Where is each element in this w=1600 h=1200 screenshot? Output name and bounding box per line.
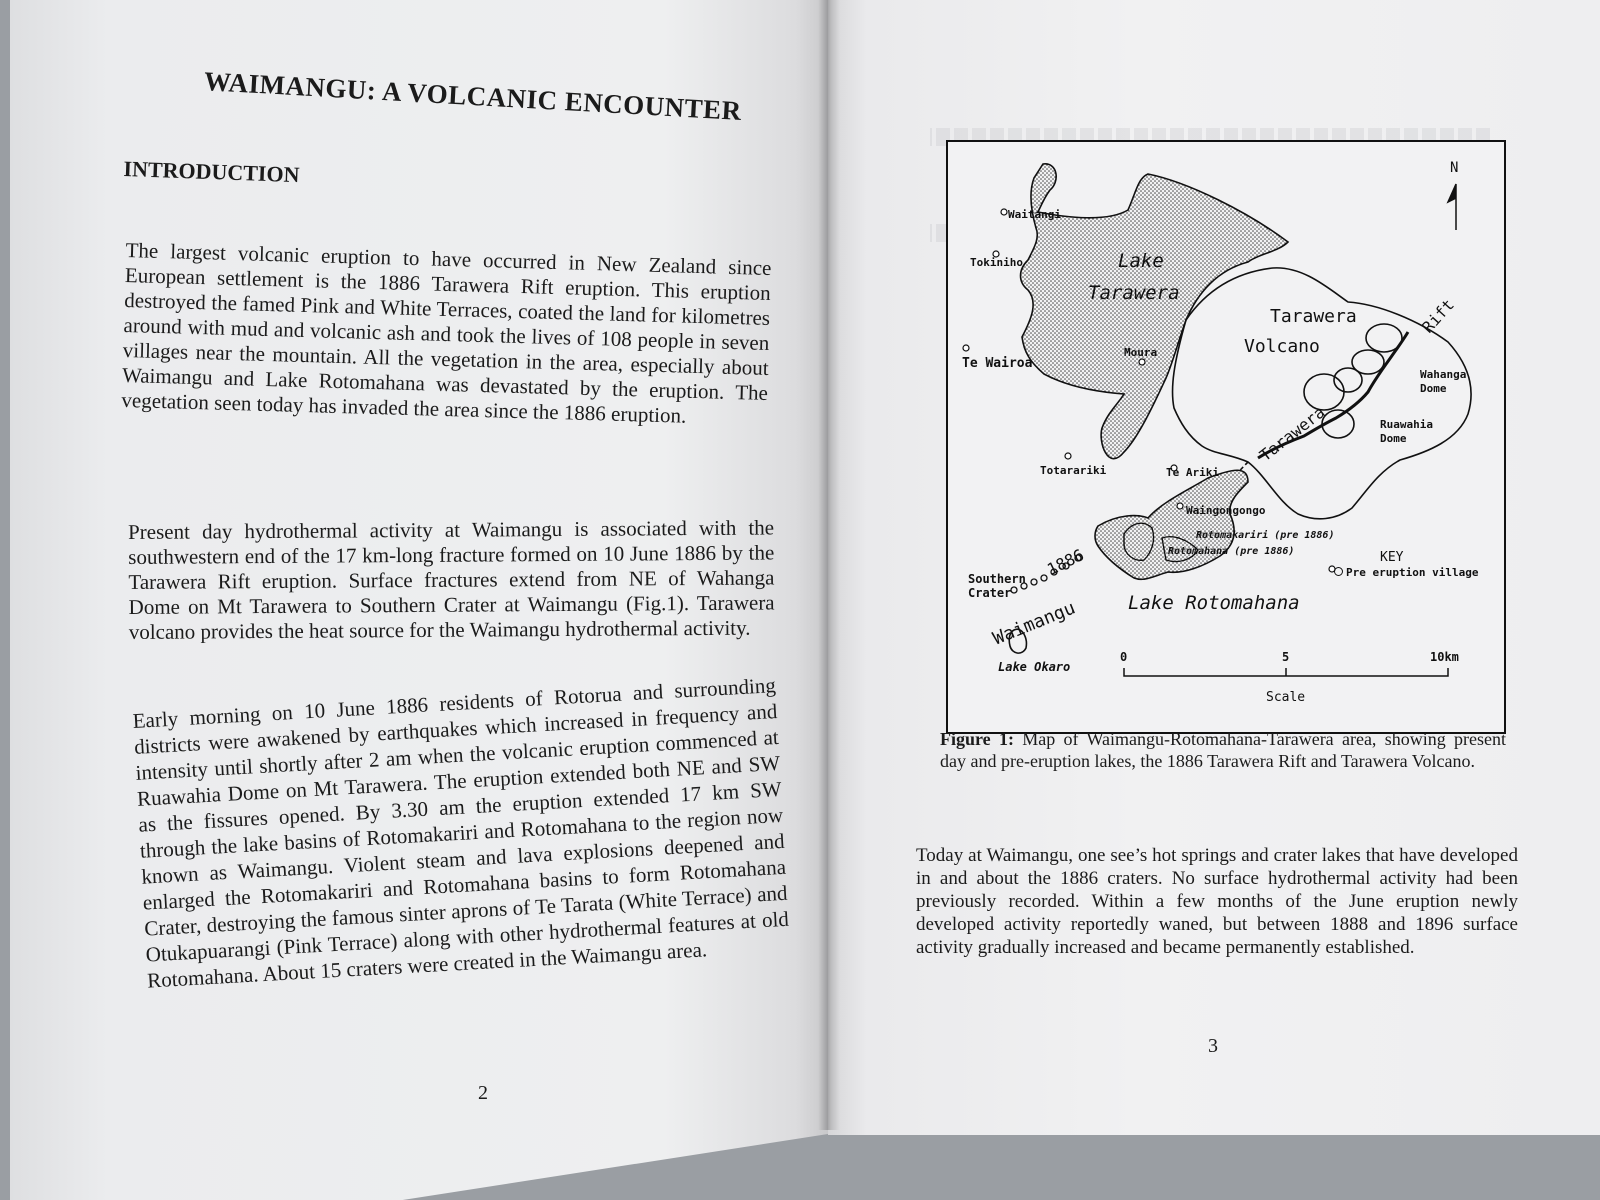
section-heading: INTRODUCTION (123, 156, 300, 188)
body-paragraph: The largest volcanic eruption to have occurred in New Zealand since European settlement is the 1886 Tarawera Rift eruption. This eruption destroyed the famed Pink and White Terraces, coated the land for kilometres around with mud and volcanic ash and took the lives of 108 people in seven villages near the mountain. All the vegetation in the area, especially about Waimangu and Lake Rotomahana was devastated by the eruption. The vegetation seen today has invaded the area since the 1886 eruption. (121, 238, 772, 428)
north-arrow (1448, 184, 1456, 230)
map-label-wahanga-dome-1: Wahanga (1420, 368, 1467, 381)
map-label-southern-crater-1: Southern (968, 572, 1026, 586)
body-paragraph: Early morning on 10 June 1886 residents of Rotorua and surrounding districts were awakened by earthquakes which increased in frequency and intensity until shortly after 2 am when the volcanic eruption commenced at Ruawahia Dome on Mt Tarawera. The eruption extended both NE and SW as the fissures opened. By 3.30 am the eruption extended 17 km SW through the lake basins of Rotomakariri and Rotomahana to the region now known as Waimangu. Violent steam and lava explosions deepened and enlarged the Rotomakariri and Rotomahana basins to form Rotomahana Crater, destroying the famous sinter aprons of Te Tarata (White Terrace) and Otukapuarangi (Pink Terrace) along with other hydrothermal features at old Rotomahana. About 15 craters were created in the Waimangu area. (132, 673, 790, 993)
map-key-item: Pre eruption village (1346, 566, 1479, 579)
map-label-1886: 1886 (1044, 545, 1087, 580)
map-label-tarawera-rift: Tarawera (1256, 402, 1329, 465)
map-key-symbol (1334, 567, 1343, 576)
map-label-southern-crater-2: Crater (968, 586, 1012, 600)
map-key-title: KEY (1380, 550, 1404, 565)
scale-tick-5: 5 (1282, 650, 1290, 664)
lake-rotomahana-shape (1095, 470, 1248, 579)
map-label-ruawahia-dome-1: Ruawahia (1380, 418, 1433, 431)
map-label-totarariki: Totarariki (1040, 464, 1107, 477)
map-label-tokiniho: Tokiniho (970, 256, 1023, 269)
map-label-waimangu: Waimangu (990, 597, 1079, 650)
map-label-ruawahia-dome-2: Dome (1380, 432, 1407, 445)
map-label-tarawera-volcano-2: Volcano (1244, 336, 1320, 357)
map-label-te-ariki: Te Ariki (1166, 466, 1219, 479)
body-paragraph: Present day hydrothermal activity at Waimangu is associated with the southwestern end of the 17 km-long fracture formed on 10 June 1886 by the Tarawera Rift eruption. Surface fractures extend from NE of Wahanga Dome on Mt Tarawera to Southern Crater at Waimangu (Fig.1). Tarawera volcano provides the heat source for the Waimangu hydrothermal activity. (128, 515, 775, 644)
book-gutter (818, 0, 840, 1130)
map-label-rotomahana-pre: Rotomahana (pre 1886) (1168, 546, 1295, 557)
page-number: 2 (478, 1082, 488, 1104)
body-paragraph: Today at Waimangu, one see’s hot springs and crater lakes that have developed in and about the 1886 craters. No surface hydrothermal activity had been previously recorded. Within a few months of the June eruption newly developed activity reportedly waned, but between 1888 and 1896 surface activity gradually increased and became permanently established. (916, 845, 1518, 958)
scale-label: Scale (1266, 690, 1306, 705)
map-label-lake-tarawera-2: Tarawera (1088, 282, 1180, 304)
figure-map (946, 140, 1506, 734)
map-label-rotomakariri: Rotomakariri (pre 1886) (1196, 530, 1335, 541)
map-label-moura: Moura (1124, 346, 1158, 359)
page-number: 3 (1208, 1035, 1218, 1057)
map-label-north: N (1450, 160, 1459, 176)
figure-caption (940, 728, 1506, 772)
map-label-tarawera-volcano-1: Tarawera (1270, 306, 1357, 327)
map-drawing (948, 142, 1504, 732)
scale-bar (1124, 668, 1448, 676)
map-label-waingongongo: Waingongongo (1186, 504, 1266, 517)
dome-shape (1304, 374, 1344, 410)
map-label-te-wairoa: Te Wairoa (962, 356, 1033, 371)
caption-text: Map of Waimangu-Rotomahana-Tarawera area, showing present day and pre-eruption lakes, the 1886 Tarawera Rift and Tarawera Volcano. (940, 729, 1506, 771)
map-label-lake-rotomahana: Lake Rotomahana (1128, 592, 1300, 614)
map-label-wahanga-dome-2: Dome (1420, 382, 1447, 395)
map-label-lake-tarawera-1: Lake (1118, 250, 1164, 272)
map-label-rift: Rift (1418, 295, 1458, 337)
page-title: WAIMANGU: A VOLCANIC ENCOUNTER (203, 66, 743, 127)
scale-tick-10km: 10km (1430, 650, 1459, 664)
map-label-lake-okaro: Lake Okaro (998, 660, 1071, 674)
map-label-waitangi: Waitangi (1008, 208, 1061, 221)
caption-label: Figure 1: (940, 729, 1014, 749)
scale-tick-0: 0 (1120, 650, 1128, 664)
